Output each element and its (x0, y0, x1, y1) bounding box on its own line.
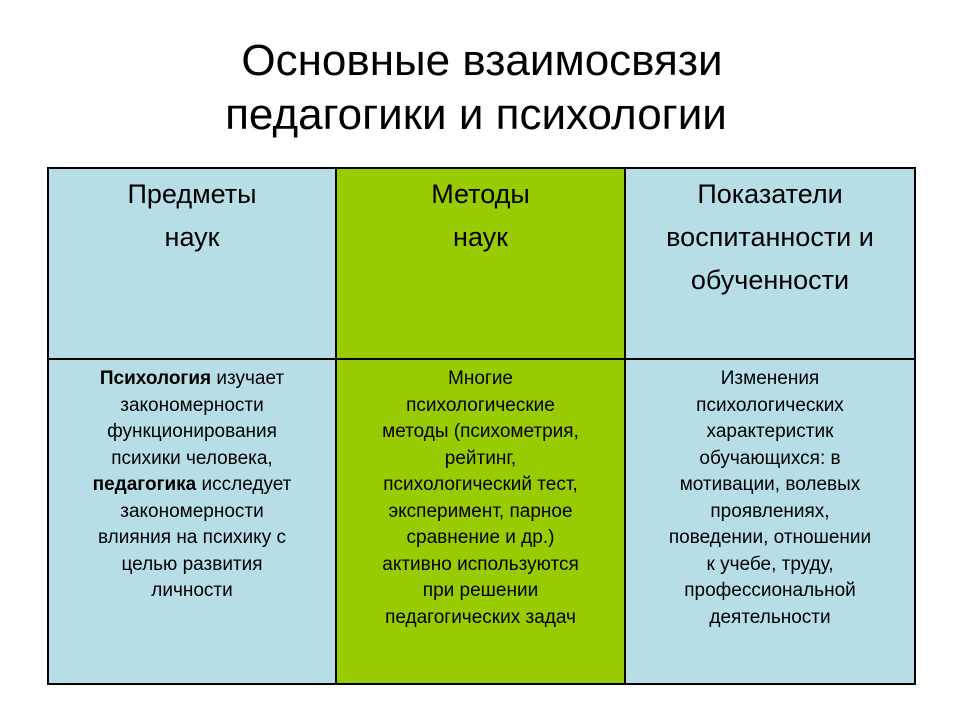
subjects-line-2: закономерности (120, 394, 264, 416)
indicators-line: Изменения (720, 368, 820, 389)
methods-line: при решении (422, 580, 539, 601)
slide-title (0, 34, 960, 142)
methods-line: методы (психометрия, (382, 421, 579, 442)
title-line-2: педагогики и психологии (225, 90, 727, 139)
subjects-line-6: закономерности (120, 500, 264, 522)
subjects-line-5 (49, 472, 335, 499)
indicators-line: деятельности (709, 606, 831, 628)
methods-line: эксперимент, парное (388, 500, 573, 522)
cell-indicators (625, 359, 915, 684)
methods-line: педагогических задач (385, 606, 576, 628)
methods-line: активно используются (382, 553, 579, 575)
header-subjects (48, 168, 336, 359)
header-methods (336, 168, 625, 359)
header-indicators-line-1: Показатели (697, 179, 843, 209)
indicators-line: поведении, отношении (668, 527, 872, 548)
subjects-line-7: влияния на психику с (98, 527, 286, 548)
subjects-line-1 (49, 366, 335, 393)
indicators-line: обучающихся: в (699, 447, 841, 469)
subjects-line-5-rest: исследует (196, 474, 292, 495)
subjects-line-3: функционирования (107, 421, 277, 442)
cell-methods (336, 359, 625, 684)
title-line-1: Основные взаимосвязи (241, 36, 723, 85)
psychology-term: Психология (99, 368, 212, 389)
indicators-line: профессиональной (684, 580, 856, 601)
header-row (48, 168, 915, 359)
header-subjects-line-1: Предметы (127, 179, 257, 209)
methods-line: рейтинг, (444, 447, 517, 469)
indicators-line: проявлениях, (710, 500, 830, 522)
subjects-line-8: целью развития (121, 553, 263, 575)
subjects-line-1-rest: изучает (211, 368, 285, 389)
indicators-line: к учебе, труду, (706, 553, 834, 575)
relations-table (47, 167, 916, 685)
content-row (48, 359, 915, 684)
indicators-line: мотивации, волевых (679, 474, 861, 495)
methods-line: сравнение и др.) (406, 527, 555, 548)
header-subjects-line-2: наук (164, 222, 220, 252)
subjects-line-9: личности (151, 580, 233, 601)
indicators-line: психологических (696, 394, 844, 416)
cell-subjects (48, 359, 336, 684)
methods-line: Многие (448, 368, 513, 389)
methods-line: психологические (406, 394, 555, 416)
subjects-line-4: психики человека, (111, 447, 273, 469)
header-methods-line-2: наук (453, 222, 508, 252)
pedagogy-term: педагогика (92, 474, 197, 495)
header-indicators-line-3: обученности (690, 265, 850, 295)
header-indicators-line-2: воспитанности и (666, 222, 874, 252)
methods-line: психологический тест, (383, 474, 578, 495)
header-indicators (625, 168, 915, 359)
indicators-line: характеристик (706, 421, 834, 442)
header-methods-line-1: Методы (431, 179, 530, 209)
